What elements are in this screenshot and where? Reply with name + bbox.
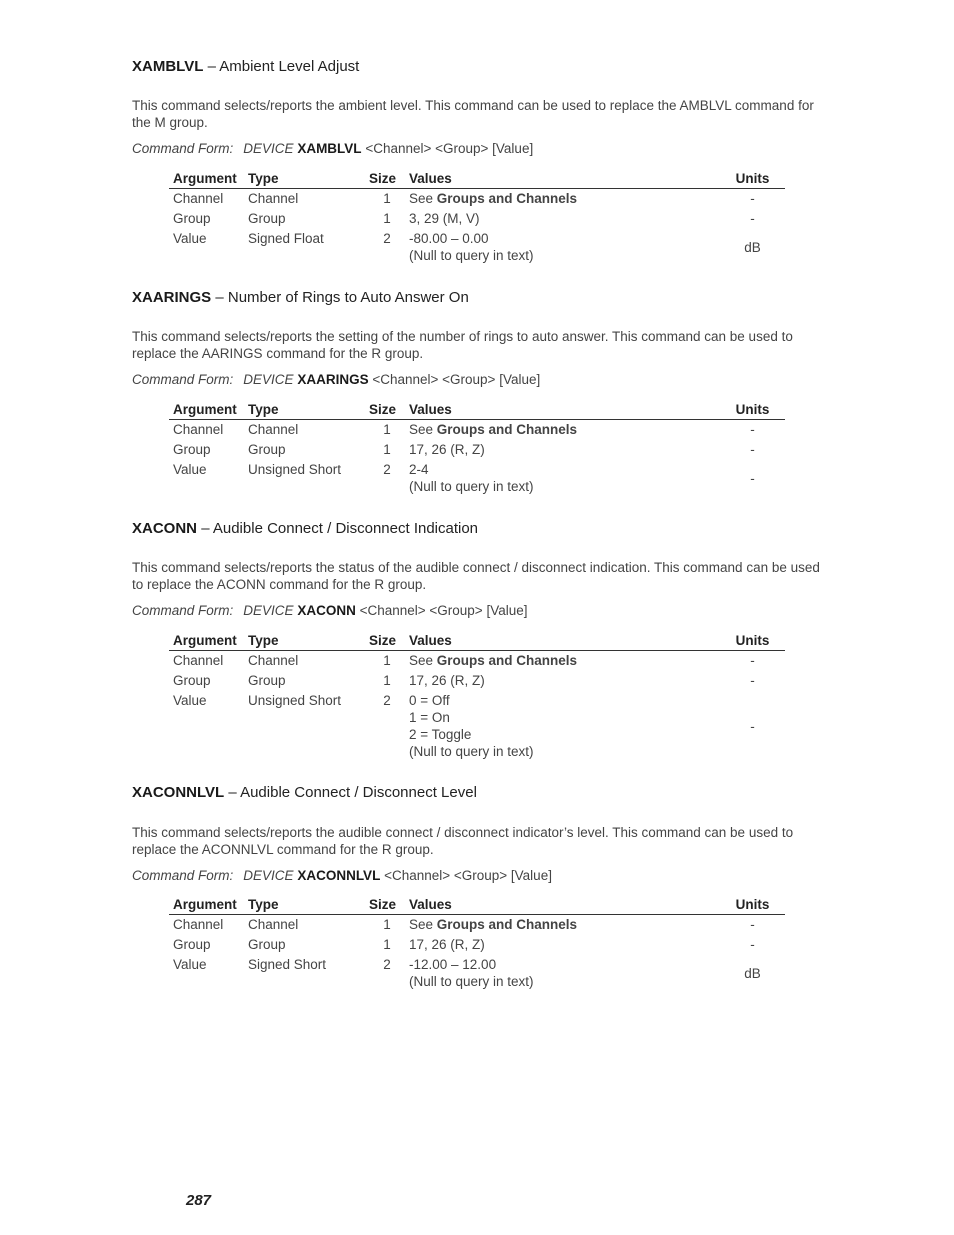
cell-units: -: [750, 917, 755, 932]
command-name: XAMBLVL: [132, 58, 204, 75]
cell-values: [405, 955, 720, 992]
value-line: 3, 29 (M, V): [409, 211, 480, 226]
cell-argument: Channel: [173, 917, 224, 932]
values-prefix: See: [409, 422, 437, 437]
header-type: Type: [244, 632, 369, 651]
command-title: – Audible Connect / Disconnect Level: [228, 784, 477, 801]
header-units: Units: [720, 401, 785, 420]
page-number: 287: [186, 1192, 212, 1209]
cell-type: Channel: [248, 653, 299, 668]
cell-argument: Group: [173, 937, 211, 952]
section-description: This command selects/reports the ambient level. This command can be used to replace the AMBLVL command for the M group.: [132, 98, 814, 130]
section-description: This command selects/reports the audible connect / disconnect indicator’s level. This command can be used to replace the ACONNLVL command for the R group.: [132, 825, 794, 857]
command-form-label: Command Form:: [132, 868, 234, 883]
cell-values: [405, 209, 720, 229]
cell-size: 1: [383, 673, 391, 688]
values-prefix: See: [409, 917, 437, 932]
value-line: 17, 26 (R, Z): [409, 673, 485, 688]
value-line: (Null to query in text): [409, 479, 534, 494]
command-form: [132, 602, 527, 619]
value-line: 2-4: [409, 462, 429, 477]
header-values: Values: [405, 170, 720, 189]
value-line: (Null to query in text): [409, 744, 534, 759]
cell-values: [405, 691, 720, 762]
cell-argument: Channel: [173, 191, 224, 206]
cell-values: [405, 440, 720, 460]
header-values: Values: [405, 632, 720, 651]
cell-units: -: [750, 673, 755, 688]
value-line: 2 = Toggle: [409, 727, 472, 742]
header-units: Units: [720, 170, 785, 189]
table-row: [169, 955, 785, 992]
device-label: DEVICE: [243, 141, 294, 156]
cell-type: Channel: [248, 422, 299, 437]
cell-units: -: [750, 718, 755, 734]
groups-and-channels-reference: Groups and Channels: [436, 653, 578, 668]
command-name: XACONN: [132, 520, 198, 537]
cell-argument: Group: [173, 673, 211, 688]
cell-values: [405, 651, 720, 672]
cell-units: -: [750, 191, 755, 206]
cell-units: dB: [744, 239, 761, 255]
cell-values: [405, 935, 720, 955]
table-header-row: [169, 401, 785, 420]
table-header-row: [169, 170, 785, 189]
table-header-row: [169, 632, 785, 651]
command-form: [132, 867, 552, 884]
cell-units: -: [750, 211, 755, 226]
section-heading: [132, 784, 822, 802]
header-units: Units: [720, 896, 785, 915]
device-label: DEVICE: [243, 868, 294, 883]
cell-argument: Group: [173, 211, 211, 226]
cell-type: Channel: [248, 191, 299, 206]
table-row: [169, 651, 785, 672]
table-row: [169, 691, 785, 762]
value-line: -80.00 – 0.00: [409, 231, 489, 246]
cell-size: 1: [383, 442, 391, 457]
command-title: – Ambient Level Adjust: [207, 58, 360, 75]
command-form-args: <Channel> <Group> [Value]: [384, 868, 552, 883]
cell-argument: Channel: [173, 422, 224, 437]
header-argument: Argument: [169, 401, 244, 420]
cell-units: -: [750, 653, 755, 668]
cell-size: 1: [383, 917, 391, 932]
cell-size: 2: [383, 957, 391, 972]
cell-size: 2: [383, 693, 391, 708]
header-argument: Argument: [169, 896, 244, 915]
table-row: [169, 189, 785, 210]
header-size: Size: [369, 170, 405, 189]
groups-and-channels-reference: Groups and Channels: [436, 422, 578, 437]
command-form-name: XACONN: [297, 603, 356, 618]
command-form-name: XACONNLVL: [297, 868, 381, 883]
cell-size: 2: [383, 231, 391, 246]
cell-values: [405, 420, 720, 441]
value-line: 0 = Off: [409, 693, 450, 708]
section-description: This command selects/reports the setting of the number of rings to auto answer. This command can be used to replace the AARINGS command for the R group.: [132, 329, 793, 361]
cell-units: dB: [744, 965, 761, 981]
value-line: 17, 26 (R, Z): [409, 937, 485, 952]
cell-values: [405, 915, 720, 936]
command-form: [132, 371, 540, 388]
cell-argument: Value: [173, 462, 207, 477]
cell-type: Signed Float: [248, 231, 324, 246]
header-type: Type: [244, 401, 369, 420]
command-section-xamblvl: [132, 58, 822, 263]
header-size: Size: [369, 896, 405, 915]
section-heading: [132, 289, 822, 307]
cell-type: Group: [248, 211, 286, 226]
command-title: – Number of Rings to Auto Answer On: [215, 289, 469, 306]
device-label: DEVICE: [243, 372, 294, 387]
header-units: Units: [720, 632, 785, 651]
command-name: XAARINGS: [132, 289, 212, 306]
groups-and-channels-reference: Groups and Channels: [436, 191, 578, 206]
table-row: [169, 420, 785, 441]
cell-type: Unsigned Short: [248, 462, 342, 477]
section-description: This command selects/reports the status of the audible connect / disconnect indication. This command can be used to replace the ACONN command for the R group.: [132, 560, 820, 592]
values-prefix: See: [409, 191, 437, 206]
command-form-label: Command Form:: [132, 603, 234, 618]
cell-values: [405, 671, 720, 691]
command-form-name: XAMBLVL: [297, 141, 362, 156]
argument-table: [169, 401, 785, 497]
table-row: [169, 209, 785, 229]
header-values: Values: [405, 896, 720, 915]
cell-argument: Value: [173, 693, 207, 708]
header-size: Size: [369, 632, 405, 651]
table-row: [169, 671, 785, 691]
value-line: (Null to query in text): [409, 248, 534, 263]
command-section-xaconnlvl: [132, 784, 822, 989]
value-line: 1 = On: [409, 710, 450, 725]
command-name: XACONNLVL: [132, 784, 225, 801]
header-argument: Argument: [169, 632, 244, 651]
cell-size: 1: [383, 937, 391, 952]
value-line: 17, 26 (R, Z): [409, 442, 485, 457]
header-type: Type: [244, 896, 369, 915]
groups-and-channels-reference: Groups and Channels: [436, 917, 578, 932]
header-type: Type: [244, 170, 369, 189]
values-prefix: See: [409, 653, 437, 668]
table-row: [169, 915, 785, 936]
cell-type: Signed Short: [248, 957, 327, 972]
table-row: [169, 229, 785, 266]
value-line: -12.00 – 12.00: [409, 957, 497, 972]
header-values: Values: [405, 401, 720, 420]
cell-values: [405, 229, 720, 266]
argument-table: [169, 896, 785, 992]
command-form-label: Command Form:: [132, 372, 234, 387]
cell-units: -: [750, 422, 755, 437]
header-size: Size: [369, 401, 405, 420]
cell-values: [405, 189, 720, 210]
table-header-row: [169, 896, 785, 915]
argument-table: [169, 170, 785, 266]
command-form-args: <Channel> <Group> [Value]: [372, 372, 541, 387]
cell-size: 1: [383, 191, 391, 206]
cell-type: Unsigned Short: [248, 693, 342, 708]
cell-argument: Value: [173, 957, 207, 972]
cell-units: -: [750, 937, 755, 952]
command-form-label: Command Form:: [132, 141, 234, 156]
cell-argument: Group: [173, 442, 211, 457]
cell-type: Group: [248, 937, 286, 952]
command-section-xaarings: [132, 289, 822, 494]
table-row: [169, 440, 785, 460]
cell-argument: Channel: [173, 653, 224, 668]
command-section-xaconn: [132, 520, 822, 759]
value-line: (Null to query in text): [409, 974, 534, 989]
cell-units: -: [750, 470, 755, 486]
argument-table: [169, 632, 785, 762]
command-form-args: <Channel> <Group> [Value]: [359, 603, 528, 618]
command-form: [132, 140, 533, 157]
table-row: [169, 935, 785, 955]
cell-values: [405, 460, 720, 497]
cell-argument: Value: [173, 231, 207, 246]
command-form-name: XAARINGS: [297, 372, 369, 387]
header-argument: Argument: [169, 170, 244, 189]
cell-type: Channel: [248, 917, 299, 932]
cell-size: 1: [383, 653, 391, 668]
command-form-args: <Channel> <Group> [Value]: [365, 141, 534, 156]
cell-size: 1: [383, 211, 391, 226]
cell-type: Group: [248, 442, 286, 457]
command-title: – Audible Connect / Disconnect Indication: [201, 520, 479, 537]
cell-size: 2: [383, 462, 391, 477]
section-heading: [132, 520, 822, 538]
cell-type: Group: [248, 673, 286, 688]
cell-size: 1: [383, 422, 391, 437]
cell-units: -: [750, 442, 755, 457]
section-heading: [132, 58, 822, 76]
table-row: [169, 460, 785, 497]
device-label: DEVICE: [243, 603, 294, 618]
